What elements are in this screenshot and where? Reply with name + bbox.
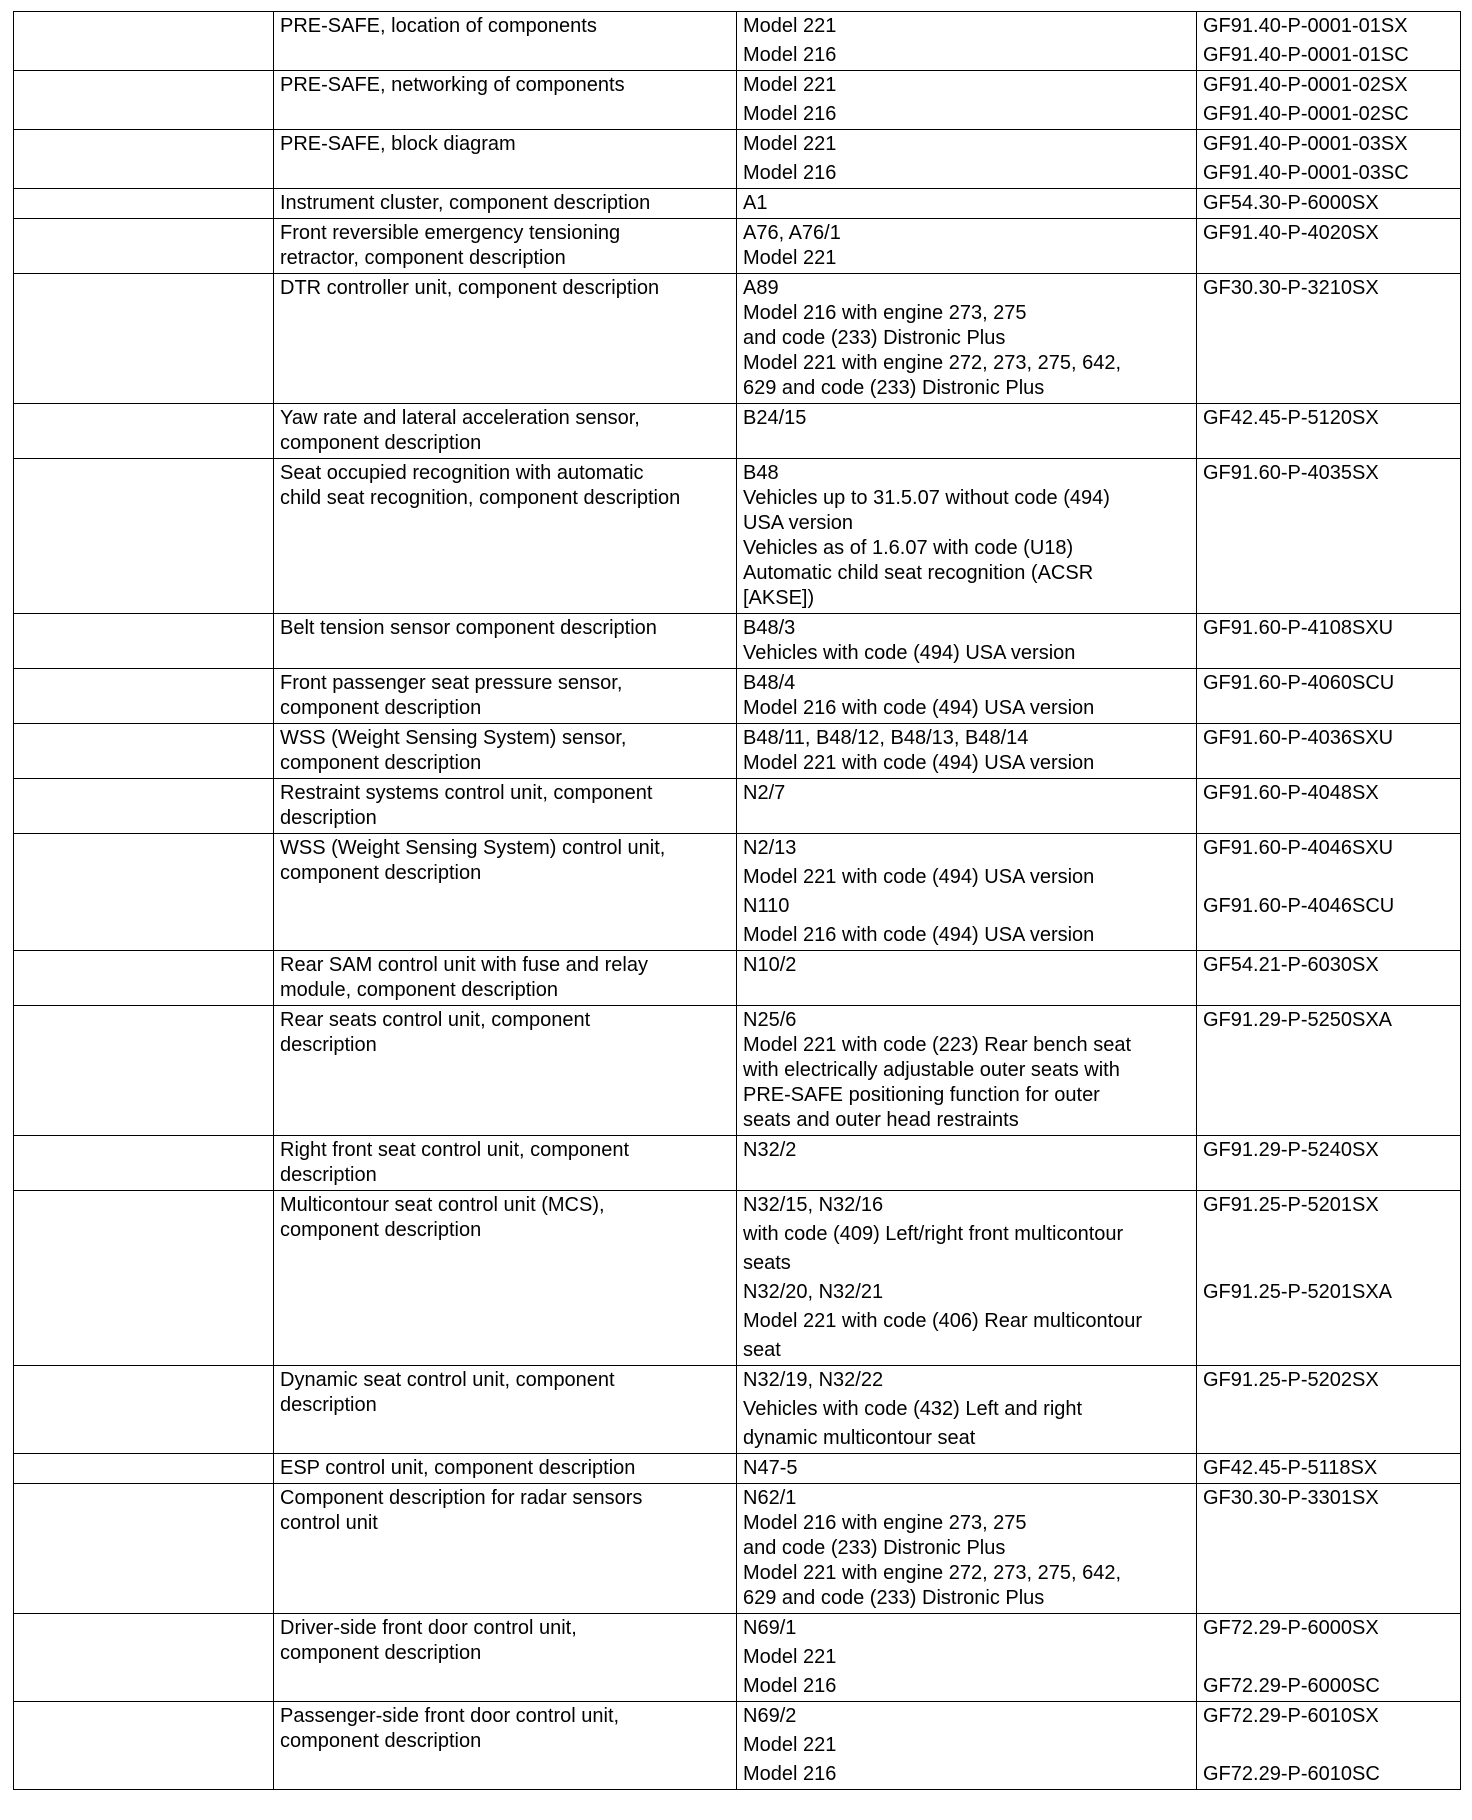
document-code-line: GF91.25-P-5202SX — [1203, 1369, 1379, 1391]
model-info-cell — [737, 724, 1197, 779]
document-code-line: GF91.60-P-4036SXU — [1203, 727, 1394, 749]
model-info-line: N32/20, N32/21 — [743, 1281, 884, 1303]
empty-cell — [14, 1006, 274, 1136]
document-code-line: GF91.60-P-4046SXU — [1203, 837, 1394, 859]
model-info-line: Automatic child seat recognition (ACSR — [743, 562, 1094, 584]
model-info-cell — [737, 219, 1197, 274]
model-info-cell — [737, 189, 1197, 219]
description-cell — [274, 951, 737, 1006]
description-line: PRE-SAFE, location of components — [280, 15, 597, 37]
document-code-cell — [1197, 404, 1461, 459]
model-info-cell — [737, 614, 1197, 669]
model-info-line: seats and outer head restraints — [743, 1109, 1019, 1131]
document-code-cell — [1197, 951, 1461, 1006]
model-info-line: [AKSE]) — [743, 587, 815, 609]
description-line: Component description for radar sensors — [280, 1487, 643, 1509]
document-code-line: GF91.40-P-0001-02SX — [1203, 74, 1408, 96]
component-reference-table — [13, 11, 1461, 1790]
description-cell — [274, 834, 737, 951]
description-cell — [274, 1191, 737, 1366]
table-row — [14, 1454, 1461, 1484]
description-line: Front passenger seat pressure sensor, — [280, 672, 623, 694]
model-info-line: Model 216 with engine 273, 275 — [743, 1512, 1027, 1534]
document-code-line — [1203, 865, 1454, 890]
description-line: WSS (Weight Sensing System) control unit, — [280, 837, 666, 859]
model-info-line: Vehicles with code (432) Left and right — [743, 1398, 1083, 1420]
description-cell — [274, 1614, 737, 1702]
table-row — [14, 1614, 1461, 1702]
empty-cell — [14, 724, 274, 779]
model-info-line: Model 216 with code (494) USA version — [743, 697, 1095, 719]
document-code-cell — [1197, 1366, 1461, 1454]
empty-cell — [14, 130, 274, 189]
description-line: Multicontour seat control unit (MCS), — [280, 1194, 605, 1216]
model-info-line: N10/2 — [743, 954, 797, 976]
description-line: component description — [280, 752, 482, 774]
model-info-line: Model 216 — [743, 103, 837, 125]
document-code-cell — [1197, 1454, 1461, 1484]
empty-cell — [14, 834, 274, 951]
description-line: Passenger-side front door control unit, — [280, 1705, 620, 1727]
document-code-line — [1203, 1222, 1454, 1247]
table-row — [14, 71, 1461, 130]
model-info-line: Model 216 with engine 273, 275 — [743, 302, 1027, 324]
document-code-cell — [1197, 669, 1461, 724]
description-line: module, component description — [280, 979, 558, 1001]
document-code-line: GF72.29-P-6000SX — [1203, 1617, 1379, 1639]
description-cell — [274, 1006, 737, 1136]
description-cell — [274, 71, 737, 130]
model-info-line: N62/1 — [743, 1487, 797, 1509]
model-info-line: seats — [743, 1252, 791, 1274]
description-cell — [274, 724, 737, 779]
table-row — [14, 1006, 1461, 1136]
table-row — [14, 724, 1461, 779]
model-info-line: dynamic multicontour seat — [743, 1427, 976, 1449]
empty-cell — [14, 1454, 274, 1484]
description-cell — [274, 614, 737, 669]
model-info-line: Model 221 — [743, 247, 837, 269]
model-info-cell — [737, 669, 1197, 724]
model-info-line: Model 221 with code (223) Rear bench seat — [743, 1034, 1132, 1056]
model-info-line: B48/3 — [743, 617, 796, 639]
model-info-line: Model 221 — [743, 1734, 837, 1756]
description-line: Restraint systems control unit, component — [280, 782, 653, 804]
description-cell — [274, 1454, 737, 1484]
description-line: Right front seat control unit, component — [280, 1139, 630, 1161]
model-info-cell — [737, 1366, 1197, 1454]
description-line: component description — [280, 1219, 482, 1241]
description-line: Driver-side front door control unit, — [280, 1617, 577, 1639]
description-line: Dynamic seat control unit, component — [280, 1369, 615, 1391]
empty-cell — [14, 189, 274, 219]
empty-cell — [14, 459, 274, 614]
document-code-cell — [1197, 1191, 1461, 1366]
empty-cell — [14, 274, 274, 404]
document-code-line: GF91.40-P-0001-03SX — [1203, 133, 1408, 155]
empty-cell — [14, 404, 274, 459]
document-code-line: GF54.30-P-6000SX — [1203, 192, 1379, 214]
table-row — [14, 614, 1461, 669]
model-info-cell — [737, 1454, 1197, 1484]
document-code-line: GF91.40-P-0001-03SC — [1203, 162, 1409, 184]
model-info-cell — [737, 951, 1197, 1006]
document-code-line: GF91.60-P-4060SCU — [1203, 672, 1395, 694]
description-cell — [274, 1484, 737, 1614]
model-info-line: with code (409) Left/right front multicontour — [743, 1223, 1124, 1245]
table-row — [14, 1702, 1461, 1790]
model-info-cell — [737, 834, 1197, 951]
description-line: Belt tension sensor component description — [280, 617, 657, 639]
description-cell — [274, 189, 737, 219]
model-info-line: A1 — [743, 192, 768, 214]
table-row — [14, 1366, 1461, 1454]
document-code-line: GF91.60-P-4108SXU — [1203, 617, 1394, 639]
description-line: component description — [280, 432, 482, 454]
empty-cell — [14, 1191, 274, 1366]
document-code-line: GF91.25-P-5201SX — [1203, 1194, 1379, 1216]
document-code-cell — [1197, 71, 1461, 130]
model-info-line: A76, A76/1 — [743, 222, 841, 244]
model-info-line: with electrically adjustable outer seats with — [743, 1059, 1120, 1081]
model-info-line: Vehicles as of 1.6.07 with code (U18) — [743, 537, 1074, 559]
model-info-cell — [737, 1006, 1197, 1136]
document-code-cell — [1197, 274, 1461, 404]
model-info-cell — [737, 1136, 1197, 1191]
description-cell — [274, 219, 737, 274]
model-info-line: B48 — [743, 462, 779, 484]
model-info-line: Model 216 — [743, 1675, 837, 1697]
model-info-line: N32/19, N32/22 — [743, 1369, 884, 1391]
document-code-cell — [1197, 779, 1461, 834]
model-info-line: and code (233) Distronic Plus — [743, 327, 1006, 349]
document-code-line: GF42.45-P-5120SX — [1203, 407, 1379, 429]
model-info-line: N32/2 — [743, 1139, 797, 1161]
document-code-line: GF91.25-P-5201SXA — [1203, 1281, 1392, 1303]
model-info-line: B24/15 — [743, 407, 807, 429]
table-row — [14, 274, 1461, 404]
model-info-line: Model 221 with code (406) Rear multicontour — [743, 1310, 1143, 1332]
table-row — [14, 219, 1461, 274]
empty-cell — [14, 1484, 274, 1614]
description-line: description — [280, 807, 377, 829]
description-line: component description — [280, 1730, 482, 1752]
description-line: description — [280, 1394, 377, 1416]
description-line: component description — [280, 862, 482, 884]
description-line: description — [280, 1034, 377, 1056]
description-cell — [274, 12, 737, 71]
document-code-cell — [1197, 614, 1461, 669]
model-info-line: Model 221 with engine 272, 273, 275, 642, — [743, 1562, 1122, 1584]
table-row — [14, 1191, 1461, 1366]
description-line: PRE-SAFE, block diagram — [280, 133, 516, 155]
document-code-line — [1203, 1645, 1454, 1670]
description-line: DTR controller unit, component description — [280, 277, 660, 299]
document-code-line: GF72.29-P-6000SC — [1203, 1675, 1380, 1697]
model-info-cell — [737, 1614, 1197, 1702]
model-info-cell — [737, 130, 1197, 189]
document-code-line — [1203, 1251, 1454, 1276]
description-line: Front reversible emergency tensioning — [280, 222, 621, 244]
description-line: component description — [280, 697, 482, 719]
table-row — [14, 189, 1461, 219]
table-body — [14, 12, 1461, 1790]
document-code-line: GF91.29-P-5250SXA — [1203, 1009, 1392, 1031]
description-line: child seat recognition, component description — [280, 487, 681, 509]
table-row — [14, 130, 1461, 189]
description-cell — [274, 130, 737, 189]
table-row — [14, 951, 1461, 1006]
model-info-line: Vehicles up to 31.5.07 without code (494) — [743, 487, 1110, 509]
document-code-cell — [1197, 12, 1461, 71]
model-info-line: Model 221 — [743, 1646, 837, 1668]
empty-cell — [14, 12, 274, 71]
document-code-line: GF91.60-P-4035SX — [1203, 462, 1379, 484]
model-info-cell — [737, 274, 1197, 404]
empty-cell — [14, 614, 274, 669]
description-cell — [274, 669, 737, 724]
model-info-line: Model 221 with code (494) USA version — [743, 866, 1095, 888]
model-info-cell — [737, 459, 1197, 614]
model-info-line: N25/6 — [743, 1009, 797, 1031]
model-info-line: and code (233) Distronic Plus — [743, 1537, 1006, 1559]
description-line: Instrument cluster, component description — [280, 192, 651, 214]
description-cell — [274, 1702, 737, 1790]
document-code-cell — [1197, 1484, 1461, 1614]
description-cell — [274, 779, 737, 834]
document-code-cell — [1197, 724, 1461, 779]
model-info-line: 629 and code (233) Distronic Plus — [743, 1587, 1045, 1609]
model-info-line: Model 216 — [743, 44, 837, 66]
model-info-line: 629 and code (233) Distronic Plus — [743, 377, 1045, 399]
model-info-line: PRE-SAFE positioning function for outer — [743, 1084, 1100, 1106]
model-info-line: Model 216 — [743, 1763, 837, 1785]
document-code-line: GF72.29-P-6010SC — [1203, 1763, 1380, 1785]
model-info-cell — [737, 12, 1197, 71]
description-cell — [274, 404, 737, 459]
empty-cell — [14, 219, 274, 274]
document-code-line: GF91.40-P-0001-01SX — [1203, 15, 1408, 37]
description-line: PRE-SAFE, networking of components — [280, 74, 625, 96]
model-info-line: N47-5 — [743, 1457, 798, 1479]
document-code-cell — [1197, 1614, 1461, 1702]
model-info-cell — [737, 1191, 1197, 1366]
model-info-cell — [737, 71, 1197, 130]
empty-cell — [14, 779, 274, 834]
empty-cell — [14, 951, 274, 1006]
model-info-line: Model 221 with engine 272, 273, 275, 642, — [743, 352, 1122, 374]
document-code-line: GF91.60-P-4048SX — [1203, 782, 1379, 804]
model-info-line: N110 — [743, 895, 790, 917]
model-info-line: B48/4 — [743, 672, 796, 694]
description-cell — [274, 1366, 737, 1454]
model-info-cell — [737, 404, 1197, 459]
empty-cell — [14, 71, 274, 130]
model-info-line: Model 221 — [743, 133, 837, 155]
document-code-line: GF91.40-P-0001-01SC — [1203, 44, 1409, 66]
document-code-line: GF54.21-P-6030SX — [1203, 954, 1379, 976]
table-row — [14, 669, 1461, 724]
description-cell — [274, 459, 737, 614]
table-row — [14, 779, 1461, 834]
table-row — [14, 1136, 1461, 1191]
empty-cell — [14, 1614, 274, 1702]
model-info-cell — [737, 779, 1197, 834]
document-code-line: GF91.29-P-5240SX — [1203, 1139, 1379, 1161]
description-line: Rear seats control unit, component — [280, 1009, 591, 1031]
description-cell — [274, 274, 737, 404]
model-info-line: Model 216 with code (494) USA version — [743, 924, 1095, 946]
model-info-cell — [737, 1702, 1197, 1790]
model-info-line: N2/7 — [743, 782, 786, 804]
description-line: component description — [280, 1642, 482, 1664]
document-code-cell — [1197, 189, 1461, 219]
model-info-line: A89 — [743, 277, 779, 299]
document-code-line: GF91.40-P-4020SX — [1203, 222, 1379, 244]
document-code-cell — [1197, 834, 1461, 951]
document-code-cell — [1197, 130, 1461, 189]
model-info-line: N69/1 — [743, 1617, 797, 1639]
empty-cell — [14, 1702, 274, 1790]
document-code-cell — [1197, 459, 1461, 614]
document-code-line: GF42.45-P-5118SX — [1203, 1457, 1378, 1479]
empty-cell — [14, 1366, 274, 1454]
model-info-line: N2/13 — [743, 837, 797, 859]
document-code-line: GF91.60-P-4046SCU — [1203, 895, 1395, 917]
model-info-line: Vehicles with code (494) USA version — [743, 642, 1076, 664]
description-line: description — [280, 1164, 377, 1186]
model-info-line: Model 221 — [743, 74, 837, 96]
model-info-line: Model 221 — [743, 15, 837, 37]
description-cell — [274, 1136, 737, 1191]
empty-cell — [14, 669, 274, 724]
document-code-cell — [1197, 1136, 1461, 1191]
description-line: Seat occupied recognition with automatic — [280, 462, 644, 484]
table-row — [14, 834, 1461, 951]
description-line: Yaw rate and lateral acceleration sensor, — [280, 407, 640, 429]
description-line: WSS (Weight Sensing System) sensor, — [280, 727, 627, 749]
document-code-line — [1203, 1733, 1454, 1758]
document-code-cell — [1197, 1006, 1461, 1136]
table-row — [14, 404, 1461, 459]
model-info-line: seat — [743, 1339, 781, 1361]
empty-cell — [14, 1136, 274, 1191]
model-info-line: B48/11, B48/12, B48/13, B48/14 — [743, 727, 1029, 749]
table-row — [14, 459, 1461, 614]
table-row — [14, 1484, 1461, 1614]
document-code-line: GF30.30-P-3210SX — [1203, 277, 1379, 299]
description-line: ESP control unit, component description — [280, 1457, 636, 1479]
document-code-cell — [1197, 219, 1461, 274]
model-info-line: USA version — [743, 512, 854, 534]
model-info-line: Model 216 — [743, 162, 837, 184]
description-line: Rear SAM control unit with fuse and relay — [280, 954, 648, 976]
model-info-line: Model 221 with code (494) USA version — [743, 752, 1095, 774]
description-line: control unit — [280, 1512, 378, 1534]
document-code-line: GF72.29-P-6010SX — [1203, 1705, 1379, 1727]
document-code-line: GF30.30-P-3301SX — [1203, 1487, 1379, 1509]
model-info-cell — [737, 1484, 1197, 1614]
model-info-line: N32/15, N32/16 — [743, 1194, 884, 1216]
description-line: retractor, component description — [280, 247, 566, 269]
model-info-line: N69/2 — [743, 1705, 797, 1727]
table-row — [14, 12, 1461, 71]
document-code-line: GF91.40-P-0001-02SC — [1203, 103, 1409, 125]
document-code-cell — [1197, 1702, 1461, 1790]
